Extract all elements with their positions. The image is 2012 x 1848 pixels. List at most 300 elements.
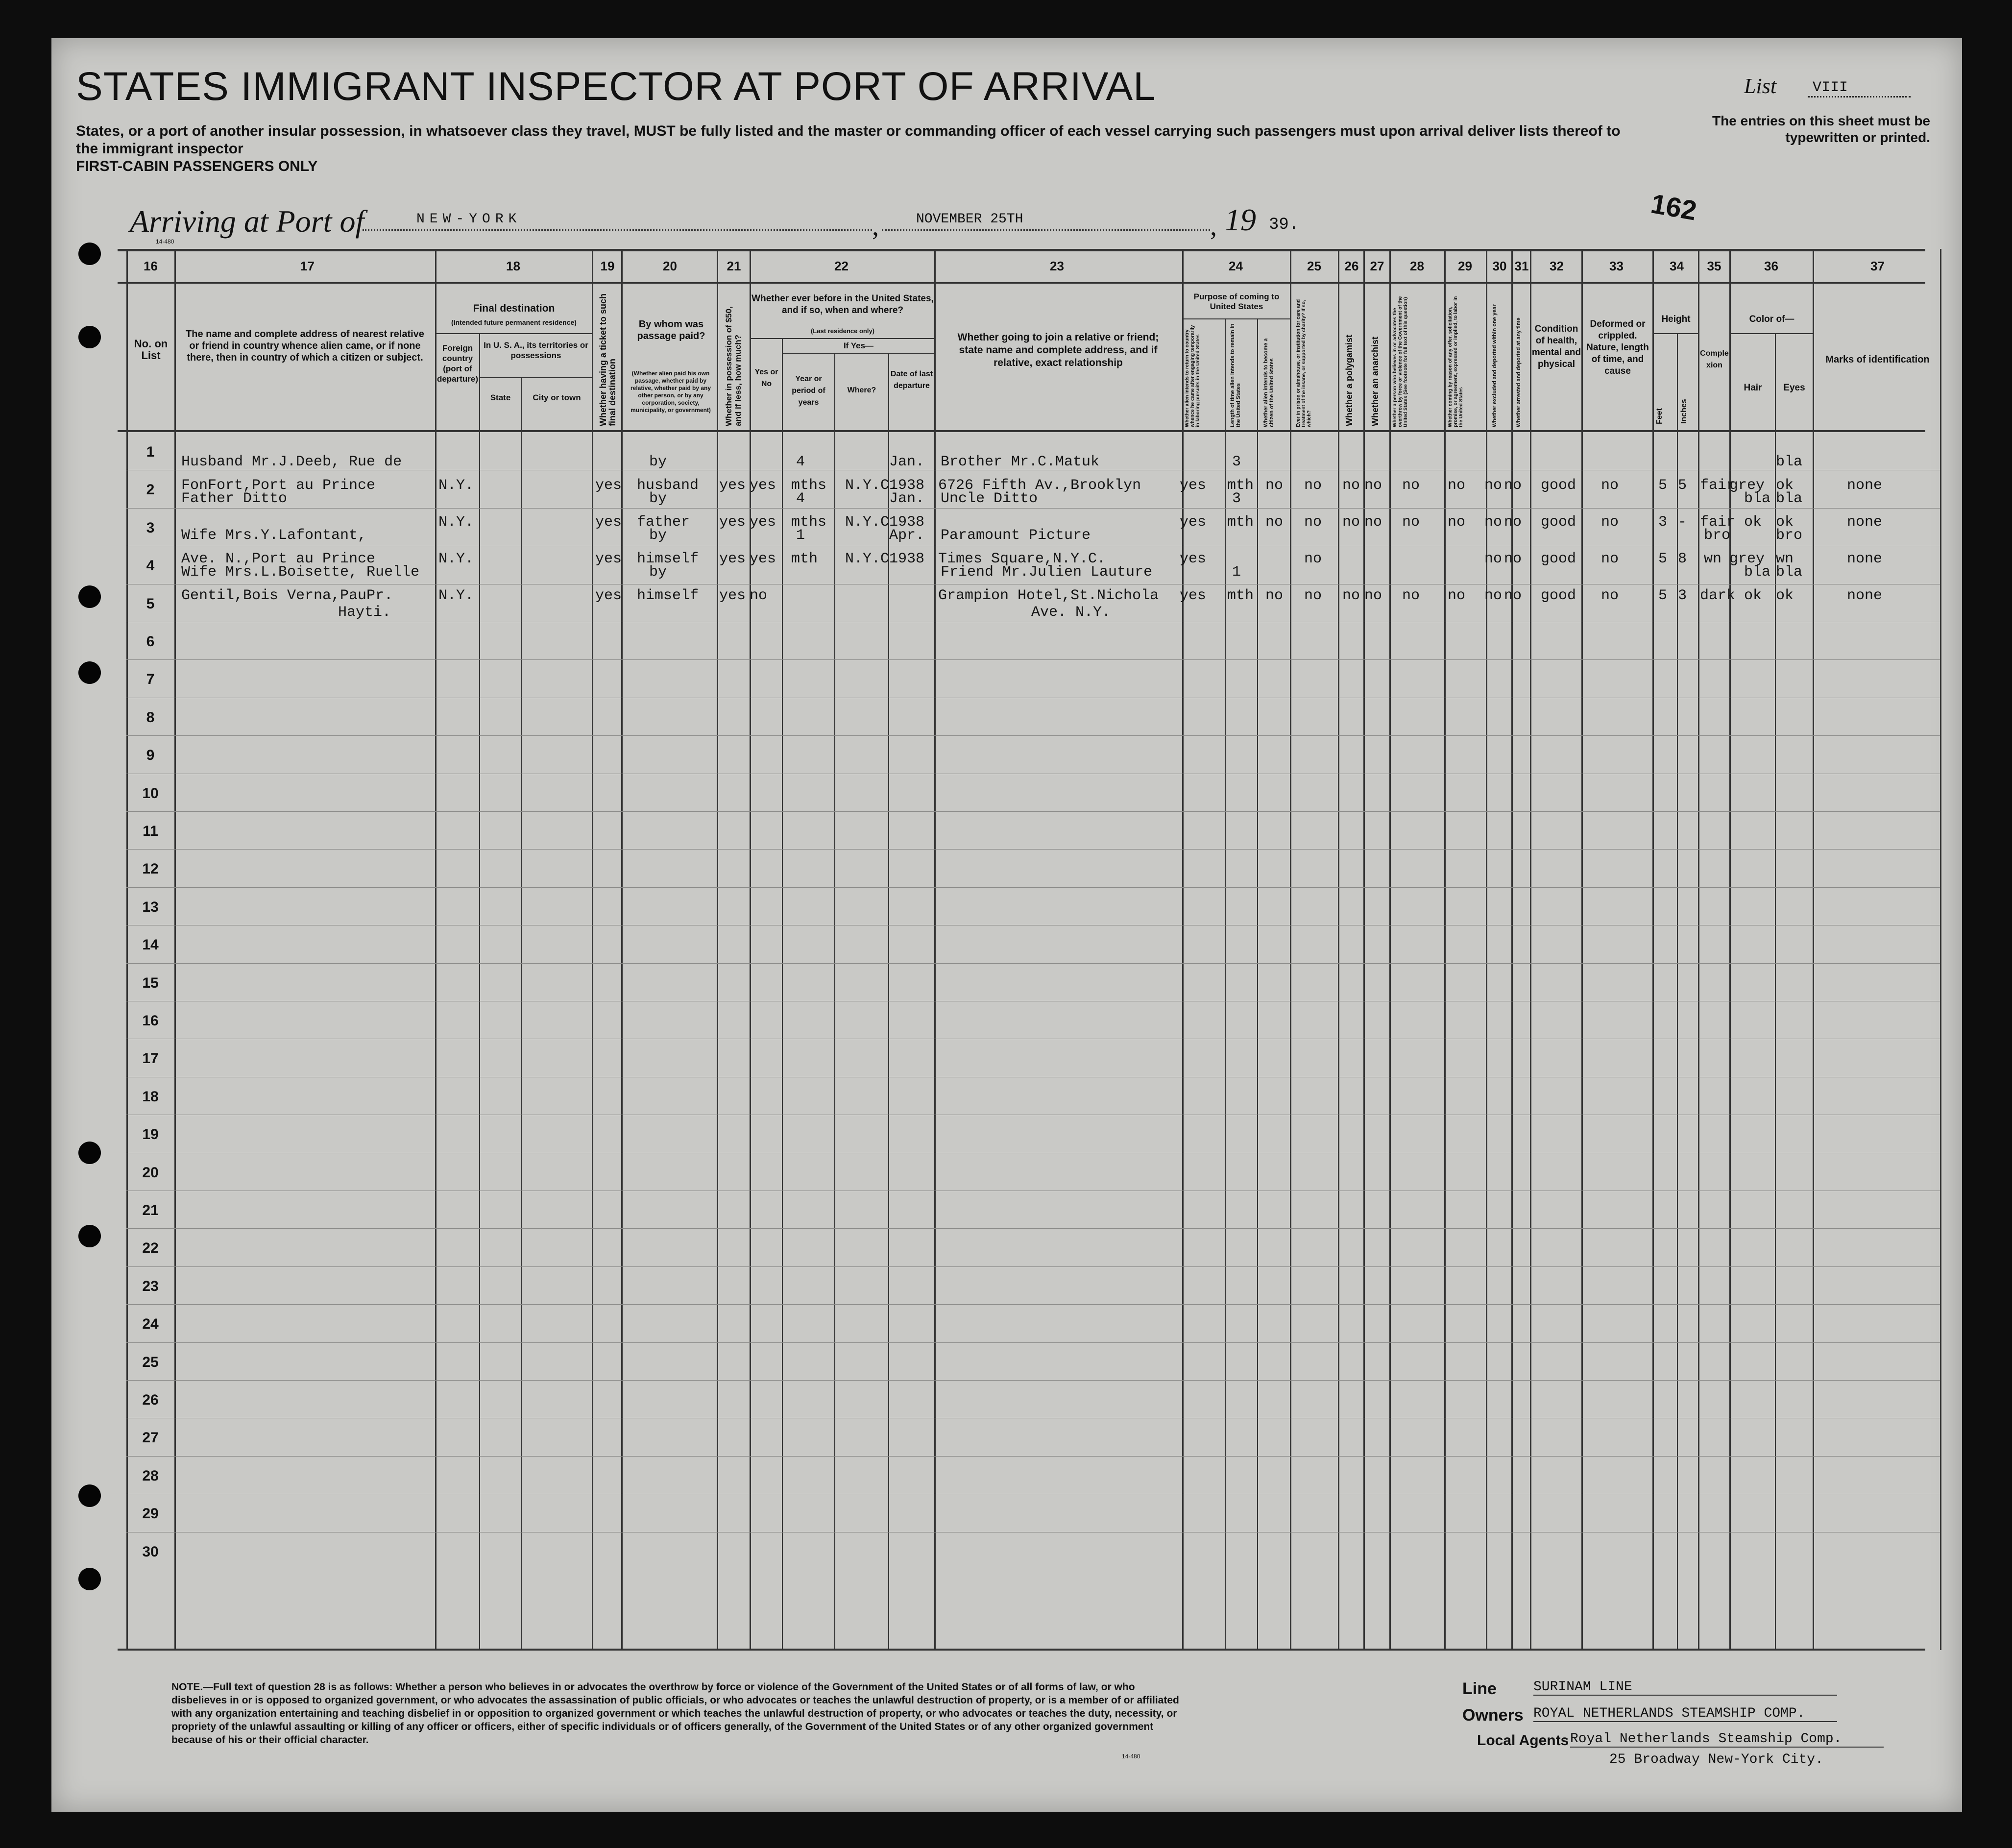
header-date-last-departure: Date of last departure — [890, 370, 933, 390]
subheader-rule — [1652, 333, 1698, 334]
year-prefix: 19 — [1225, 202, 1256, 237]
col-divider — [1444, 249, 1446, 1650]
subheader-rule — [1182, 318, 1290, 319]
header-deformed: Deformed or crippled. Nature, length of time, and cause — [1586, 319, 1649, 376]
col-divider — [1581, 249, 1583, 1650]
form-code: 14-480 — [156, 238, 174, 245]
entry-joining-line1: Friend Mr.Julien Lauture — [941, 564, 1153, 581]
agents-value: Royal Netherlands Steamship Comp. — [1570, 1731, 1884, 1748]
footer-form-code: 14-480 — [1122, 1753, 1140, 1760]
entry-complexion: fair — [1700, 477, 1736, 494]
line-label: Line — [1462, 1679, 1497, 1698]
row-number: 12 — [142, 861, 159, 877]
entry-departure-line2: 1938 — [889, 551, 925, 567]
col-divider — [479, 333, 480, 1650]
col-divider — [1530, 249, 1531, 1650]
col-divider — [1940, 249, 1941, 1650]
entry-complexion-line1: bro — [1704, 527, 1731, 544]
header-hair: Hair — [1744, 383, 1762, 393]
col-divider — [1290, 249, 1291, 1650]
binder-hole — [78, 326, 101, 348]
entry-q31: no — [1504, 551, 1522, 567]
entry-relative-line1: Father Ditto — [181, 490, 288, 507]
header-q28: Whether a person who believes in or advocates the overthrow by force or violence of the Government of the United States (See footnote for full text of this question) — [1392, 296, 1408, 427]
row-line — [126, 1380, 1940, 1381]
entry-q30: no — [1484, 514, 1503, 531]
entry-prison: no — [1304, 477, 1322, 494]
entry-complexion: fair — [1700, 514, 1736, 531]
row-number: 17 — [142, 1050, 159, 1067]
col-divider — [1182, 249, 1184, 1650]
header-polygamist: Whether a polygamist — [1344, 334, 1354, 426]
entry-departure-line1: Jan. — [889, 490, 925, 507]
entry-relative-line1: Wife Mrs.L.Boisette, Ruelle — [181, 564, 420, 581]
entry-eyes-line2: wn — [1776, 551, 1794, 567]
entry-foreign: N.Y. — [438, 551, 474, 567]
entry-departure-line1: Jan. — [889, 454, 925, 470]
entry-purpose-b-line2: mth — [1227, 477, 1254, 494]
entry-hair-line1: bla — [1744, 564, 1771, 581]
col-divider — [435, 249, 436, 1650]
col-divider — [888, 353, 889, 1650]
row-line — [126, 1228, 1940, 1229]
entry-relative-line2: Ave. N.,Port au Prince — [181, 551, 376, 567]
col-divider — [1486, 249, 1487, 1650]
col-divider — [1652, 249, 1654, 1650]
entry-relative-line2: Gentil,Bois Verna,PauPr. — [181, 587, 393, 604]
comma: , — [1210, 211, 1217, 242]
column-number: 33 — [1609, 259, 1624, 273]
entry-prison: no — [1304, 514, 1322, 531]
table-top-rule — [118, 249, 1925, 251]
row-number: 2 — [146, 482, 155, 498]
header-q31: Whether arrested and deported at any time — [1516, 317, 1522, 427]
col-divider — [592, 249, 593, 1650]
list-underline — [1808, 96, 1911, 97]
column-number: 22 — [834, 259, 848, 273]
header-in-usa: In U. S. A., its territories or possessions — [484, 340, 588, 360]
entry-period-line2: mths — [791, 477, 827, 494]
header-purpose-a: Whether alien intends to return to country whence he came after engaging temporarily in laboring pursuits in the United States — [1185, 325, 1201, 427]
row-number: 28 — [142, 1468, 159, 1484]
entry-where: N.Y.C — [845, 514, 890, 531]
entry-eyes-line2: ok — [1776, 477, 1794, 494]
entry-paid-line2: himself — [637, 587, 699, 604]
row-line — [126, 1342, 1940, 1343]
entry-deformed: no — [1601, 514, 1619, 531]
header-final-destination: Final destination — [473, 303, 555, 314]
entry-departure-line2: 1938 — [889, 477, 925, 494]
col-divider — [1677, 333, 1678, 1650]
binder-hole — [78, 243, 101, 265]
entry-joining-line2: 6726 Fifth Av.,Brooklyn — [938, 477, 1141, 494]
entry-health: good — [1541, 587, 1576, 604]
header-color-of: Color of— — [1749, 314, 1794, 324]
row-line — [126, 735, 1940, 736]
owners-label: Owners — [1462, 1706, 1524, 1725]
row-number: 27 — [142, 1430, 159, 1446]
entry-q30: no — [1484, 477, 1503, 494]
col-divider — [717, 249, 718, 1650]
entry-marks: none — [1847, 587, 1883, 604]
col-divider — [1225, 318, 1226, 1650]
entry-eyes-line2: ok — [1776, 587, 1794, 604]
entry-eyes-line2: ok — [1776, 514, 1794, 531]
entry-departure-line2: 1938 — [889, 514, 925, 531]
binder-hole — [78, 1568, 101, 1590]
entry-eyes-line1: bro — [1776, 527, 1803, 544]
col-divider — [1729, 249, 1731, 1650]
column-number: 37 — [1870, 259, 1885, 273]
binder-hole — [78, 661, 101, 684]
row-number: 24 — [142, 1316, 159, 1332]
entry-anarchist: no — [1364, 477, 1382, 494]
row-number: 10 — [142, 785, 159, 802]
row-number: 7 — [146, 671, 155, 687]
entry-health: good — [1541, 514, 1576, 531]
header-q30: Whether excluded and deported within one year — [1492, 304, 1498, 427]
entry-relative-line2: FonFort,Port au Prince — [181, 477, 376, 494]
row-line — [126, 1266, 1940, 1267]
entry-marks: none — [1847, 477, 1883, 494]
entry-before: yes — [750, 514, 776, 531]
header-if-yes: If Yes— — [843, 341, 874, 350]
row-number: 16 — [142, 1013, 159, 1029]
header-purpose: Purpose of coming to United States — [1193, 292, 1280, 311]
entry-paid-line1: by — [649, 527, 667, 544]
column-number: 27 — [1370, 259, 1384, 273]
subheader-rule — [1729, 333, 1813, 334]
date-underline — [882, 229, 1210, 231]
binder-hole — [78, 1142, 101, 1164]
entry-eyes-line1: bla — [1776, 490, 1803, 507]
column-number: 24 — [1229, 259, 1243, 273]
entry-marks: none — [1847, 551, 1883, 567]
header-yes-no: Yes or No — [754, 368, 778, 388]
entry-joining-line3: Ave. N.Y. — [1031, 604, 1111, 621]
entry-health: good — [1541, 477, 1576, 494]
year-suffix: 39. — [1269, 216, 1299, 234]
entry-purpose-a: yes — [1180, 477, 1207, 494]
column-number: 31 — [1514, 259, 1529, 273]
row-number: 13 — [142, 899, 159, 915]
table-bottom-rule — [118, 1649, 1925, 1651]
entry-purpose-b-line2: mth — [1227, 514, 1254, 531]
header-fifty-dollars: Whether in possession of $50, and if less, how much? — [724, 306, 743, 426]
row-line — [126, 811, 1940, 812]
column-number: 21 — [727, 259, 741, 273]
column-number: 20 — [663, 259, 677, 273]
header-before-in-us: Whether ever before in the United States, and if so, when and where? — [751, 293, 934, 316]
entry-polygamist: no — [1342, 514, 1360, 531]
row-number: 19 — [142, 1126, 159, 1143]
header-foreign-country: Foreign country (port of departure) — [436, 343, 479, 384]
row-number: 30 — [142, 1544, 159, 1560]
header-final-destination-note: (Intended future permanent residence) — [451, 318, 577, 326]
row-number: 23 — [142, 1278, 159, 1294]
entry-eyes-line1: bla — [1776, 454, 1803, 470]
entry-fifty: yes — [719, 587, 746, 604]
agents-label: Local Agents — [1477, 1732, 1569, 1749]
entry-fifty: yes — [719, 477, 746, 494]
header-relative-address: The name and complete address of nearest relative or friend in country whence alien came, or if none there, then in country of which a citizen or subject. — [186, 329, 424, 363]
entry-purpose-b-line2: mth — [1227, 587, 1254, 604]
col-divider — [126, 249, 128, 1650]
typewritten-note: The entries on this sheet must be typewritten or printed. — [1712, 113, 1930, 145]
row-number: 1 — [146, 444, 155, 460]
entry-q29: no — [1448, 514, 1466, 531]
entry-joining-line1: Uncle Ditto — [941, 490, 1038, 507]
agents-address: 25 Broadway New-York City. — [1609, 1752, 1823, 1767]
header-passage-note: (Whether alien paid his own passage, whether paid by relative, whether paid by any other person, or by any corporation, society, municipality, or government) — [630, 370, 711, 413]
entry-q28: no — [1402, 514, 1420, 531]
row-number: 22 — [142, 1240, 159, 1256]
entry-paid-line2: himself — [637, 551, 699, 567]
col-divider — [521, 377, 522, 1650]
header-state: State — [490, 393, 511, 402]
line-value: SURINAM LINE — [1533, 1679, 1837, 1696]
entry-before: no — [750, 587, 768, 604]
entry-fifty: yes — [719, 551, 746, 567]
row-line — [126, 887, 1940, 888]
entry-q31: no — [1504, 514, 1522, 531]
header-joining-relative: Whether going to join a relative or friend; state name and complete address, and if relative, exact relationship — [957, 332, 1159, 368]
entry-fifty: yes — [719, 514, 746, 531]
col-divider — [1363, 249, 1365, 1650]
row-number: 4 — [146, 558, 155, 574]
row-number: 29 — [142, 1506, 159, 1522]
entry-relative-line1: Wife Mrs.Y.Lafontant, — [181, 527, 367, 544]
column-number: 16 — [144, 259, 158, 273]
header-eyes: Eyes — [1783, 383, 1805, 393]
entry-paid-line2: husband — [637, 477, 699, 494]
entry-paid-line2: father — [637, 514, 690, 531]
page-number: 162 — [1648, 188, 1699, 226]
header-city: City or town — [533, 393, 581, 402]
col-divider — [934, 249, 936, 1650]
entry-period-line1: 4 — [796, 454, 805, 470]
entry-q28: no — [1402, 587, 1420, 604]
col-divider — [1338, 249, 1339, 1650]
column-number: 36 — [1764, 259, 1778, 273]
entry-q29: no — [1448, 477, 1466, 494]
form-description — [76, 122, 1644, 175]
row-number: 3 — [146, 520, 155, 536]
header-purpose-c: Whether alien intends to become a citizen of the United States — [1263, 338, 1275, 427]
entry-feet: 5 — [1658, 551, 1668, 567]
binder-hole — [78, 585, 101, 608]
entry-hair: grey — [1729, 551, 1765, 567]
header-last-residence: (Last residence only) — [810, 327, 875, 335]
entry-period-line1: 1 — [796, 527, 805, 544]
col-divider — [1511, 249, 1513, 1650]
row-line — [126, 849, 1940, 850]
port-underline — [363, 229, 872, 231]
form-title: STATES IMMIGRANT INSPECTOR AT PORT OF ARRIVAL — [76, 64, 1156, 109]
row-number: 21 — [142, 1202, 159, 1218]
entry-purpose-c: no — [1265, 477, 1284, 494]
entry-purpose-b-line1: 1 — [1232, 564, 1241, 581]
row-number: 15 — [142, 975, 159, 991]
entry-inches: - — [1678, 514, 1687, 531]
entry-period-line2: mths — [791, 514, 827, 531]
entry-relative-line1: Husband Mr.J.Deeb, Rue de — [181, 454, 402, 470]
entry-joining-line2: Times Square,N.Y.C. — [938, 551, 1106, 567]
column-number: 34 — [1670, 259, 1684, 273]
entry-foreign: N.Y. — [438, 514, 474, 531]
owners-value: ROYAL NETHERLANDS STEAMSHIP COMP. — [1533, 1706, 1837, 1722]
entry-complexion-line2: wn — [1704, 551, 1722, 567]
entry-prison: no — [1304, 551, 1322, 567]
comma: , — [872, 211, 879, 242]
entry-purpose-a: yes — [1180, 587, 1207, 604]
entry-joining-line2: Grampion Hotel,St.Nichola — [938, 587, 1159, 604]
header-anarchist: Whether an anarchist — [1370, 336, 1380, 426]
entry-complexion: dark — [1700, 587, 1736, 604]
column-number: 28 — [1410, 259, 1424, 273]
row-line — [126, 1456, 1940, 1457]
row-number: 18 — [142, 1089, 159, 1105]
entry-purpose-b-line1: 3 — [1232, 454, 1241, 470]
row-number: 5 — [146, 596, 155, 612]
entry-hair: grey — [1729, 477, 1765, 494]
entry-paid-line1: by — [649, 454, 667, 470]
entry-where: N.Y.C. — [845, 477, 898, 494]
col-divider — [174, 249, 176, 1650]
entry-hair-line2: ok — [1744, 587, 1762, 604]
footnote-question-28: NOTE.—Full text of question 28 is as follows: Whether a person who believes in or advocates the overthrow by force or violence of the Government of the United States or of all forms of law, or who disbelieves in or is opposed to organized government, or who advocates the assassination of public officials, or who advocates or teaches the unlawful destruction of property, or is a member of or affiliated with any organization entertaining and teaching disbelief in or opposition to organized government or which teaches the unlawful destruction of property, or who advocates or teaches the duty, necessity, or propriety of the unlawful assaulting or killing of any officer or officers, either of specific individuals or of officers generally, of the Government of the United States or of any other organized government because of his or their official character. — [171, 1681, 1179, 1746]
header-purpose-b: Length of time alien intends to remain in the United States — [1230, 323, 1241, 427]
entry-where: N.Y.C. — [845, 551, 898, 567]
list-value: VIII — [1813, 79, 1848, 96]
entry-foreign: N.Y. — [438, 477, 474, 494]
col-divider — [1389, 249, 1391, 1650]
entry-ticket: yes — [595, 551, 622, 567]
entry-q31: no — [1504, 587, 1522, 604]
header-passage-paid: By whom was passage paid? — [637, 319, 705, 341]
entry-q30: no — [1484, 551, 1503, 567]
entry-polygamist: no — [1342, 477, 1360, 494]
column-number: 18 — [506, 259, 520, 273]
entry-polygamist: no — [1342, 587, 1360, 604]
entry-purpose-b-line1: 3 — [1232, 490, 1241, 507]
col-divider — [782, 338, 783, 1650]
description-text: States, or a port of another insular possession, in whatsoever class they travel, MUST be fully listed and the master or commanding officer of each vessel carrying such passengers must upon arrival deliver lists thereof to the immigrant inspector — [76, 123, 1621, 157]
row-number: 25 — [142, 1354, 159, 1370]
col-divider — [750, 249, 751, 1650]
entry-purpose-a: yes — [1180, 551, 1207, 567]
entry-purpose-c: no — [1265, 514, 1284, 531]
entry-eyes-line1: bla — [1776, 564, 1803, 581]
entry-ticket: yes — [595, 514, 622, 531]
column-number: 23 — [1050, 259, 1064, 273]
header-prison: Ever in prison or almshouse, or institution for care and treatment of the insane, or supported by charity? If so, which? — [1296, 299, 1312, 427]
entry-marks: none — [1847, 514, 1883, 531]
entry-period-line2: mth — [791, 551, 818, 567]
subheader-rule — [750, 338, 934, 339]
entry-paid-line1: by — [649, 564, 667, 581]
column-number: 29 — [1458, 259, 1472, 273]
row-number: 20 — [142, 1165, 159, 1181]
entry-purpose-a: yes — [1180, 514, 1207, 531]
entry-foreign: N.Y. — [438, 587, 474, 604]
entry-q30: no — [1484, 587, 1503, 604]
entry-ticket: yes — [595, 477, 622, 494]
colnum-rule — [118, 282, 1925, 284]
row-line — [126, 1304, 1940, 1305]
subheader-rule — [782, 353, 934, 354]
entry-purpose-c: no — [1265, 587, 1284, 604]
column-number: 19 — [600, 259, 615, 273]
row-number: 14 — [142, 937, 159, 953]
row-line — [126, 508, 1940, 509]
row-number: 8 — [146, 709, 155, 726]
column-number: 30 — [1492, 259, 1507, 273]
entry-paid-line1: by — [649, 490, 667, 507]
entry-health: good — [1541, 551, 1576, 567]
col-divider — [1698, 249, 1699, 1650]
col-divider — [1813, 249, 1814, 1650]
column-number: 26 — [1344, 259, 1359, 273]
entry-anarchist: no — [1364, 514, 1382, 531]
port-value: NEW-YORK — [416, 212, 522, 227]
header-no-on-list: No. on List — [134, 338, 168, 362]
entry-hair-line2: ok — [1744, 514, 1762, 531]
entry-deformed: no — [1601, 477, 1619, 494]
header-height: Height — [1661, 314, 1691, 324]
col-divider — [834, 353, 835, 1650]
entry-hair-line1: bla — [1744, 490, 1771, 507]
arriving-label: Arriving at Port of — [130, 204, 364, 239]
header-bottom-rule — [118, 430, 1925, 432]
column-number: 25 — [1307, 259, 1321, 273]
header-feet: Feet — [1655, 408, 1664, 425]
entry-before: yes — [750, 551, 776, 567]
header-q29: Whether coming by reason of any offer, solicitation, promise, or agreement, expressed or implied, to labor in the United States — [1448, 296, 1464, 427]
list-label: List — [1744, 74, 1777, 98]
binder-hole — [78, 1225, 101, 1247]
row-number: 26 — [142, 1392, 159, 1408]
entry-q29: no — [1448, 587, 1466, 604]
entry-inches: 3 — [1678, 587, 1687, 604]
entry-joining-line1: Brother Mr.C.Matuk — [941, 454, 1100, 470]
entry-feet: 5 — [1658, 587, 1668, 604]
col-divider — [1257, 318, 1258, 1650]
entry-before: yes — [750, 477, 776, 494]
col-divider — [621, 249, 623, 1650]
column-number: 32 — [1550, 259, 1564, 273]
row-line — [126, 659, 1940, 660]
entry-feet: 3 — [1658, 514, 1668, 531]
row-number: 11 — [143, 823, 158, 839]
column-number: 35 — [1707, 259, 1721, 273]
header-marks: Marks of identification — [1825, 354, 1930, 365]
class-line: FIRST-CABIN PASSENGERS ONLY — [76, 158, 318, 174]
entry-period-line1: 4 — [796, 490, 805, 507]
entry-q31: no — [1504, 477, 1522, 494]
header-inches: Inches — [1680, 399, 1688, 424]
entry-q28: no — [1402, 477, 1420, 494]
row-number: 9 — [146, 747, 155, 763]
row-number: 6 — [146, 633, 155, 650]
header-where: Where? — [847, 386, 876, 394]
entry-ticket: yes — [595, 587, 622, 604]
entry-departure-line1: Apr. — [889, 527, 925, 544]
entry-inches: 8 — [1678, 551, 1687, 567]
entry-deformed: no — [1601, 551, 1619, 567]
binder-hole — [78, 1484, 101, 1507]
header-complexion: Complexion — [1700, 349, 1729, 369]
